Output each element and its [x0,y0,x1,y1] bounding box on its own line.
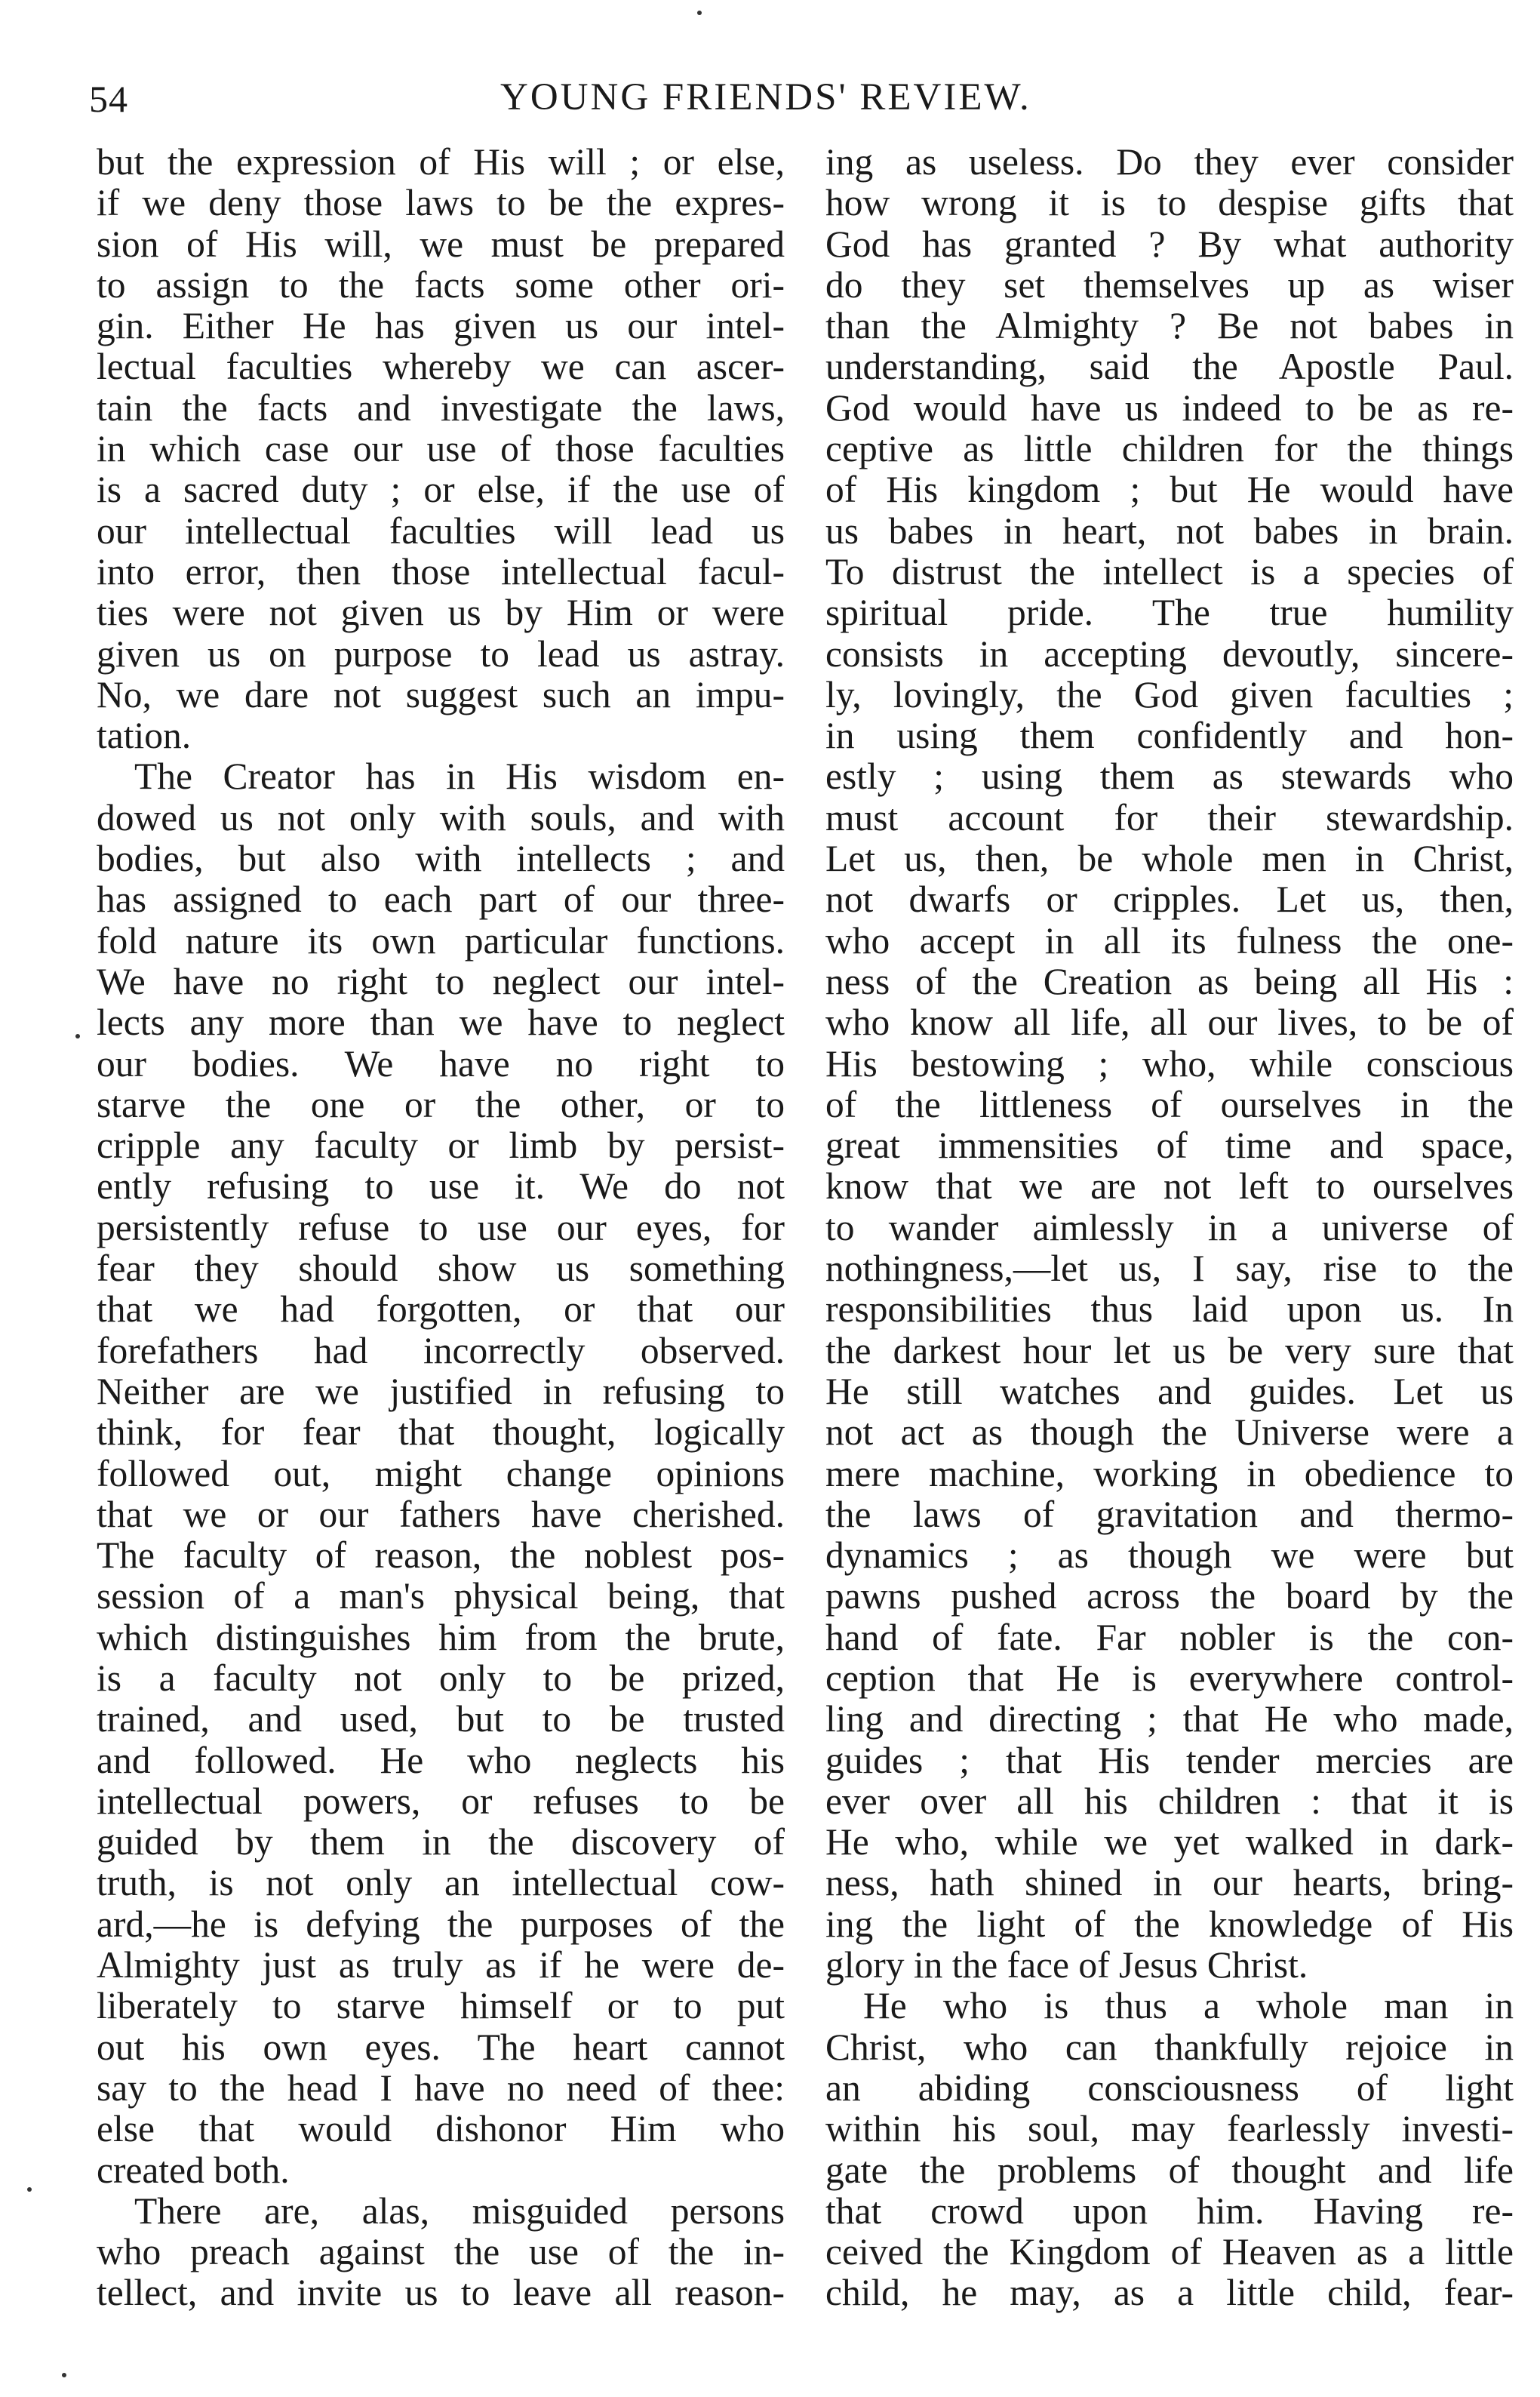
text-line: is a faculty not only to be prized, [97,1657,785,1699]
text-line: He still watches and guides. Let us [825,1371,1514,1412]
print-speck [75,1034,80,1038]
text-line: pawns pushed across the board by the [825,1576,1514,1617]
text-line: understanding, said the Apostle Paul. [825,346,1514,388]
text-line: session of a man's physical being, that [97,1576,785,1617]
text-line: out his own eyes. The heart cannot [97,2026,785,2068]
text-line: ception that He is everywhere control- [825,1657,1514,1699]
paragraph-end-line: tation. [97,715,192,757]
text-line: tellect, and invite us to leave all reason- [97,2272,785,2314]
text-line: ceptive as little children for the things [825,429,1514,470]
running-title: YOUNG FRIENDS' REVIEW. [500,76,1031,118]
text-line: ing as useless. Do they ever consider [825,142,1514,183]
text-line: guides ; that His tender mercies are [825,1740,1514,1781]
text-line: His bestowing ; who, while conscious [825,1043,1514,1085]
text-line: than the Almighty ? Be not babes in [825,306,1514,347]
text-line: who accept in all its fulness the one- [825,920,1514,962]
text-line: God would have us indeed to be as re- [825,387,1514,429]
text-line: who preach against the use of the in- [97,2232,785,2273]
text-line: bodies, but also with intellects ; and [97,838,785,880]
text-line: an abiding consciousness of light [825,2067,1514,2109]
text-line: To distrust the intellect is a species of [825,551,1514,592]
text-line: ently refusing to use it. We do not [97,1166,785,1208]
text-line: lectual faculties whereby we can ascer- [97,346,785,388]
text-line: fear they should show us something [97,1248,785,1290]
text-line: if we deny those laws to be the expres- [97,183,785,224]
text-line: think, for fear that thought, logically [97,1412,785,1454]
text-line: tain the facts and investigate the laws, [97,387,785,429]
text-line: child, he may, as a little child, fear- [825,2272,1514,2314]
text-line: forefathers had incorrectly observed. [97,1330,785,1371]
text-line: God has granted ? By what authority [825,223,1514,265]
text-line: ing the light of the knowledge of His [825,1903,1514,1945]
left-text-column [97,142,785,2314]
paragraph-start-line: There are, alas, misguided persons [134,2190,785,2232]
page-header [89,69,1492,130]
text-line: ness of the Creation as being all His : [825,961,1514,1002]
text-line: Let us, then, be whole men in Christ, [825,838,1514,880]
text-line: He who, while we yet walked in dark- [825,1822,1514,1863]
text-line: of His kingdom ; but He would have [825,469,1514,511]
right-text-column [825,142,1514,2314]
text-line: that crowd upon him. Having re- [825,2190,1514,2232]
text-line: Almighty just as truly as if he were de- [97,1945,785,1986]
text-line: consists in accepting devoutly, sincere- [825,633,1514,675]
text-line: that we had forgotten, or that our [97,1289,785,1331]
text-line: ard,—he is defying the purposes of the [97,1903,785,1945]
page-number: 54 [89,78,128,120]
text-line: We have no right to neglect our intel- [97,961,785,1002]
text-line: mere machine, working in obedience to [825,1453,1514,1494]
text-line: to assign to the facts some other ori- [97,264,785,306]
text-line: ties were not given us by Him or were [97,592,785,634]
print-speck [27,2187,32,2192]
paragraph-start-line: The Creator has in His wisdom en- [134,756,785,798]
text-line: cripple any faculty or limb by persist- [97,1125,785,1167]
text-line: followed out, might change opinions [97,1453,785,1494]
text-line: truth, is not only an intellectual cow- [97,1863,785,1904]
text-line: ever over all his children : that it is [825,1780,1514,1822]
text-line: trained, and used, but to be trusted [97,1699,785,1740]
text-line: persistently refuse to use our eyes, for [97,1207,785,1248]
text-line: nothingness,—let us, I say, rise to the [825,1248,1514,1290]
paragraph-end-line: glory in the face of Jesus Christ. [825,1945,1308,1986]
text-line: how wrong it is to despise gifts that [825,183,1514,224]
text-line: guided by them in the discovery of [97,1822,785,1863]
text-line: fold nature its own particular functions. [97,920,785,962]
text-line: say to the head I have no need of thee: [97,2067,785,2109]
text-line: the darkest hour let us be very sure that [825,1330,1514,1371]
text-line: us babes in heart, not babes in brain. [825,510,1514,552]
text-line: of the littleness of ourselves in the [825,1084,1514,1125]
text-line: has assigned to each part of our three- [97,879,785,921]
text-line: into error, then those intellectual facul- [97,551,785,592]
text-line: ling and directing ; that He who made, [825,1699,1514,1740]
text-line: must account for their stewardship. [825,797,1514,838]
text-line: to wander aimlessly in a universe of [825,1207,1514,1248]
text-line: Neither are we justified in refusing to [97,1371,785,1412]
text-line: but the expression of His will ; or else, [97,142,785,183]
text-line: in which case our use of those faculties [97,429,785,470]
text-line: intellectual powers, or refuses to be [97,1780,785,1822]
text-line: sion of His will, we must be prepared [97,223,785,265]
text-line: which distinguishes him from the brute, [97,1617,785,1658]
text-line: the laws of gravitation and thermo- [825,1494,1514,1535]
text-line: our intellectual faculties will lead us [97,510,785,552]
text-line: gate the problems of thought and life [825,2149,1514,2191]
text-line: ceived the Kingdom of Heaven as a little [825,2232,1514,2273]
text-line: do they set themselves up as wiser [825,264,1514,306]
text-line: spiritual pride. The true humility [825,592,1514,634]
text-line: Christ, who can thankfully rejoice in [825,2026,1514,2068]
text-line: and followed. He who neglects his [97,1740,785,1781]
text-line: who know all life, all our lives, to be of [825,1002,1514,1044]
text-line: is a sacred duty ; or else, if the use of [97,469,785,511]
paragraph-start-line: He who is thus a whole man in [863,1986,1514,2027]
text-line: gin. Either He has given us our intel- [97,306,785,347]
text-line: responsibilities thus laid upon us. In [825,1289,1514,1331]
text-line: ly, lovingly, the God given faculties ; [825,674,1514,715]
text-line: The faculty of reason, the noblest pos- [97,1535,785,1577]
text-line: our bodies. We have no right to [97,1043,785,1085]
text-line: in using them confidently and hon- [825,715,1514,757]
text-line: not act as though the Universe were a [825,1412,1514,1454]
text-line: that we or our fathers have cherished. [97,1494,785,1535]
text-line: hand of fate. Far nobler is the con- [825,1617,1514,1658]
text-line: No, we dare not suggest such an impu- [97,674,785,715]
text-line: estly ; using them as stewards who [825,756,1514,798]
text-line: starve the one or the other, or to [97,1084,785,1125]
text-line: lects any more than we have to neglect [97,1002,785,1044]
text-line: dynamics ; as though we were but [825,1535,1514,1577]
text-line: know that we are not left to ourselves [825,1166,1514,1208]
paragraph-end-line: created both. [97,2149,290,2191]
text-line: else that would dishonor Him who [97,2109,785,2150]
text-line: ness, hath shined in our hearts, bring- [825,1863,1514,1904]
text-line: great immensities of time and space, [825,1125,1514,1167]
print-speck [697,11,702,15]
text-line: not dwarfs or cripples. Let us, then, [825,879,1514,921]
text-line: given us on purpose to lead us astray. [97,633,785,675]
text-line: dowed us not only with souls, and with [97,797,785,838]
text-line: liberately to starve himself or to put [97,1986,785,2027]
text-line: within his soul, may fearlessly investi- [825,2109,1514,2150]
print-speck [62,2373,66,2377]
